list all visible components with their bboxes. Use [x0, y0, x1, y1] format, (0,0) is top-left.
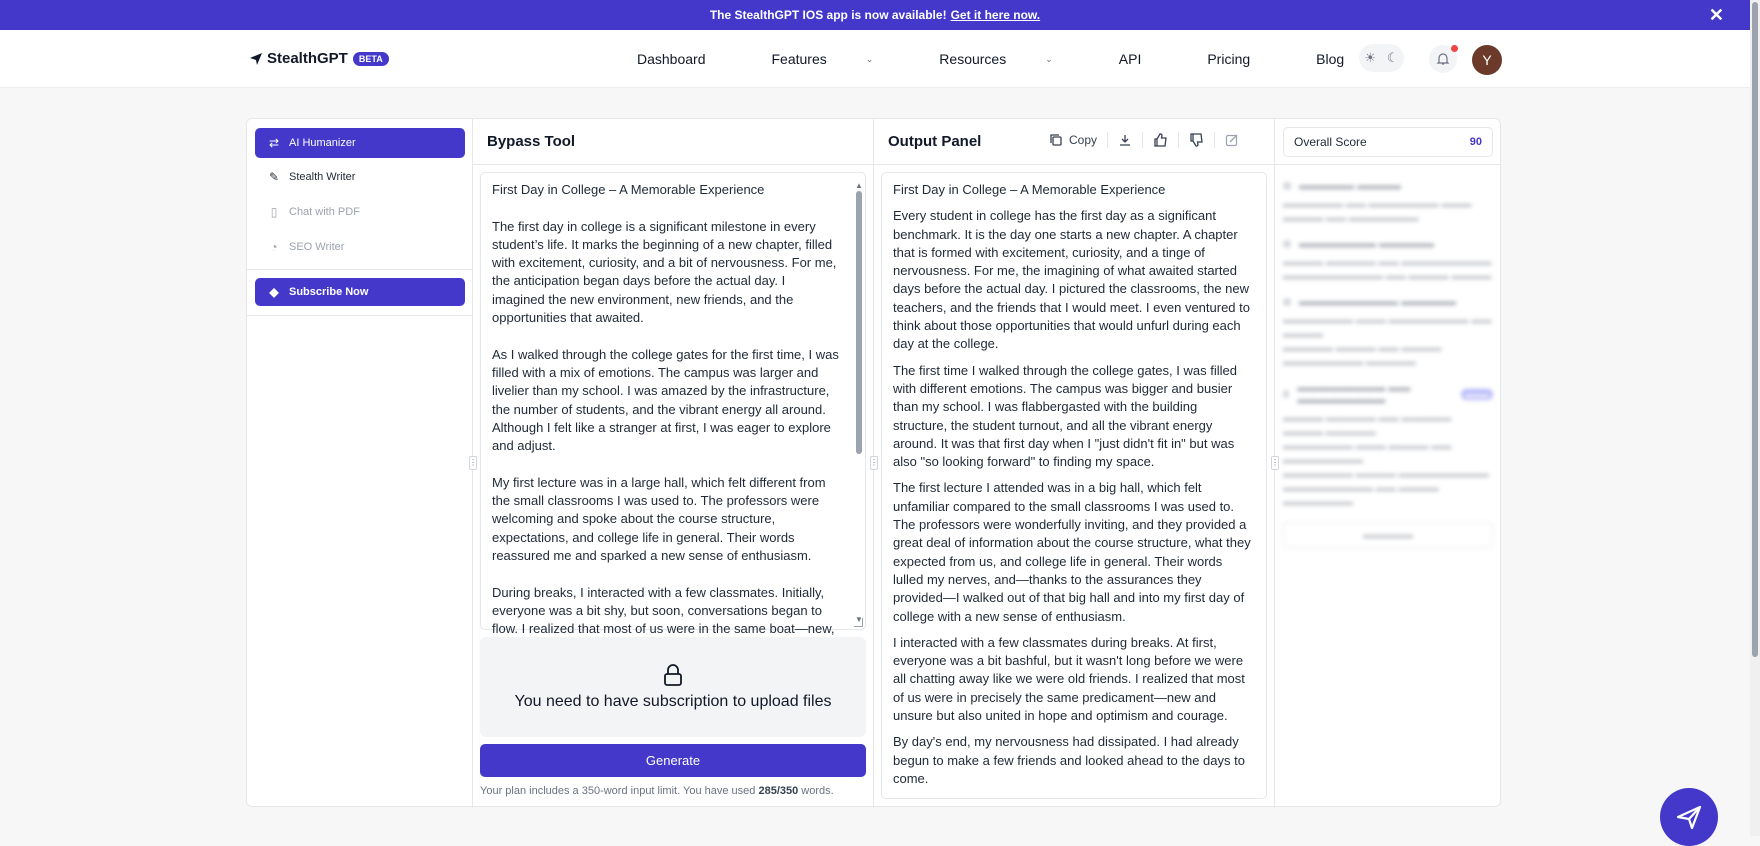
scroll-up-icon[interactable]: ▲ [855, 181, 863, 190]
locked-score-details: ▬▬▬▬▬ ▬▬▬▬ ▬▬▬▬▬▬ ▬▬ ▬▬▬▬▬▬▬ ▬▬▬ ▬▬▬▬ ▬▬ ▬▬▬▬▬▬▬ ▬▬▬▬▬▬▬ ▬▬▬▬▬ ▬▬▬▬ ▬▬▬▬▬ ▬▬ ▬▬▬▬▬▬▬▬▬ ▬▬▬▬▬▬▬▬▬▬ ▬▬ ▬▬▬▬ ▬▬▬▬ ▬▬▬▬▬▬▬▬▬ ▬▬▬▬▬ ▬▬▬▬▬▬▬ ▬▬▬ ▬▬▬▬▬▬▬▬ ▬▬ ▬▬▬▬ ▬▬▬▬▬ ▬▬▬▬ ▬▬ ▬▬▬▬ ▬▬▬▬▬▬▬▬ ▬▬▬▬▬ ▬▬▬▬▬▬▬▬ ▬▬ ▬▬▬▬▬▬▬▬ ▬▬▬ ▬▬▬▬ ▬▬▬▬▬ ▬▬ ▬▬▬▬▬ ▬▬▬▬ ▬▬▬▬▬ ▬▬▬▬▬▬▬ ▬▬▬ ▬▬▬▬ ▬▬ ▬▬▬▬▬▬▬▬ ▬▬▬▬▬▬▬ ▬▬▬▬ ▬▬▬▬▬▬▬▬▬ ▬▬▬▬▬▬▬▬▬ ▬▬ ▬▬▬▬ ▬▬▬▬▬▬▬ ▬▬▬▬▬ [1283, 168, 1493, 548]
score-label: Overall Score [1294, 135, 1367, 149]
edit-icon: ✎ [268, 170, 280, 184]
thumbs-down-button[interactable] [1189, 133, 1204, 147]
sidebar-item-seo-writer[interactable] [255, 232, 465, 262]
copy-icon [1049, 133, 1063, 147]
avatar[interactable]: Y [1472, 45, 1502, 75]
sidebar-item-chat-with-pdf[interactable] [255, 197, 465, 227]
upload-area [480, 637, 866, 737]
resize-handle[interactable]: ⋮ [469, 456, 477, 470]
upload-locked-message: You need to have subscription to upload files [514, 693, 832, 710]
subscribe-label: Subscribe Now [289, 286, 369, 298]
download-icon [1118, 133, 1132, 147]
nav-dashboard[interactable]: Dashboard [637, 51, 706, 67]
input-scrollbar-thumb[interactable] [856, 191, 862, 454]
logo-text: StealthGPT [267, 50, 348, 67]
sidebar-divider [247, 315, 472, 316]
words-used: 285/350 [758, 785, 799, 797]
input-paragraph: During breaks, I interacted with a few classmates. Initially, everyone was a bit shy, but soon, conversations began to flow. I realized that most of us were in the same boat—new, [492, 584, 835, 637]
output-paragraph: The first time I walked through the college gates, I was filled with different emotions. The campus was bigger and busier than my school. I was flabbergasted with the building structure, the student turnout, and all the vibrant energy around. It was that first day when I "just didn't fit in" but was also "so looking forward" to finding my space. [893, 362, 1237, 470]
page-scrollbar-thumb[interactable] [1752, 2, 1758, 657]
nav-pricing[interactable]: Pricing [1207, 51, 1251, 67]
output-paragraph: Every student in college has the first day as a significant benchmark. It is the day one starts a new chapter. A chapter that is formed with excitement, curiosity, and a tinge of nervousness. For me, the imagining of what awaited started days before the actual day. I pictured the classrooms, the new teachers, and the friends that I would meet. I even ventured to think about those opportunities that would unfurl during each day at the college. [893, 208, 1250, 352]
output-paragraph: By day's end, my nervousness had dissipated. I had already begun to make a few friends and looked ahead to the days to come. [893, 734, 1245, 786]
header-divider [473, 164, 1501, 165]
sidebar-divider [247, 269, 472, 270]
logo[interactable] [249, 50, 389, 67]
main-nav [637, 51, 1410, 67]
diamond-icon: ◆ [269, 285, 279, 299]
thumbs-down-icon [1189, 133, 1204, 147]
sun-icon[interactable]: ☀ [1364, 50, 1377, 65]
logo-icon [249, 52, 263, 66]
download-button[interactable] [1118, 133, 1132, 147]
theme-toggle[interactable] [1359, 44, 1404, 72]
toolbar-separator [1142, 132, 1143, 148]
input-textarea[interactable] [480, 172, 866, 637]
sidebar-item-label: Stealth Writer [289, 171, 356, 183]
chevron-down-icon: ⌄ [865, 53, 874, 64]
banner-text: The StealthGPT IOS app is now available! [709, 8, 947, 22]
output-title: Output Panel [888, 133, 982, 150]
nav-blog[interactable]: Blog [1316, 51, 1345, 67]
rss-icon: ◔ [270, 240, 278, 254]
output-text [881, 172, 1267, 799]
nav-resources[interactable]: Resources ⌄ [939, 51, 1053, 67]
page-scrollbar[interactable] [1750, 0, 1760, 836]
sidebar-item-label: SEO Writer [289, 241, 345, 253]
banner-link[interactable]: Get it here now. [950, 8, 1041, 22]
lock-icon [662, 663, 684, 687]
swap-icon: ⇄ [268, 136, 280, 150]
moon-icon[interactable]: ☾ [1386, 50, 1399, 65]
send-icon [1675, 803, 1703, 831]
output-toolbar [1049, 132, 1239, 148]
copy-label: Copy [1069, 133, 1098, 147]
output-paragraph: I interacted with a few classmates during breaks. At first, everyone was a bit bashful, but it wasn't long before we were all chatting away like we were old friends. I realized that most of us were in precisely the same predicament—new and unsure but also united in hope and optimism and courage. [893, 634, 1245, 724]
announcement-banner [0, 0, 1750, 30]
output-paragraph: First Day in College – A Memorable Experience [893, 182, 1166, 197]
input-paragraph: First Day in College – A Memorable Experience [492, 182, 765, 197]
input-paragraph: The first day in college is a significant milestone in every student’s life. It marks the beginning of a new chapter, filled with excitement, curiosity, and a bit of nervousness. For me, the anticipation began days before the actual day. I imagined the new environment, new friends, and the opportunities that awaited. [492, 218, 837, 326]
sidebar-item-label: AI Humanizer [289, 137, 356, 149]
sidebar-item-ai-humanizer[interactable] [255, 128, 465, 158]
top-navbar [0, 30, 1750, 88]
thumbs-up-button[interactable] [1153, 133, 1168, 147]
toolbar-separator [1178, 132, 1179, 148]
close-icon[interactable]: ✕ [1708, 5, 1724, 25]
file-icon: ▯ [270, 205, 278, 219]
input-paragraph: As I walked through the college gates for the first time, I was filled with a mix of emotions. The campus was larger and livelier than my school. I was amazed by the infrastructure, the number of students, and the vibrant energy all around. Although I felt like a stranger at first, I was eager to explore and adjust. [492, 346, 839, 454]
overall-score [1283, 127, 1493, 157]
toolbar-separator [1107, 132, 1108, 148]
scroll-down-icon[interactable]: ▼ [855, 614, 863, 624]
score-value: 90 [1469, 136, 1482, 148]
bell-icon [1437, 53, 1449, 66]
nav-features[interactable]: Features ⌄ [771, 51, 874, 67]
input-paragraph: My first lecture was in a large hall, which felt different from the small classrooms I was used to. The professors were welcoming and spoke about the course structure, expectations, and college life in general. Their words reassured me and sparked a new sense of enthusiasm. [492, 474, 826, 563]
copy-button[interactable] [1049, 133, 1097, 147]
generate-button[interactable]: Generate [480, 744, 866, 777]
bypass-title: Bypass Tool [487, 133, 576, 150]
output-paragraph: The first lecture I attended was in a big hall, which felt unfamiliar compared to the small classrooms I was used to. The professors were wonderfully inviting, and they provided a great deal of information about the course structure, what they expected from us, and college life in general. Their words lulled my nerves, and—thanks to the assurances they provided—I walked out of that big hall and into my first day of college with a new sense of enthusiasm. [893, 480, 1251, 624]
textarea-resize-handle[interactable] [854, 618, 863, 627]
resize-handle[interactable]: ⋮ [870, 456, 878, 470]
thumbs-up-icon [1153, 133, 1168, 147]
edit-icon [1225, 133, 1239, 147]
nav-api[interactable]: API [1118, 51, 1142, 67]
word-limit-note: Your plan includes a 350-word input limit. You have used 285/350 words. [480, 785, 834, 797]
chat-support-button[interactable] [1660, 788, 1718, 846]
beta-badge: BETA [353, 52, 389, 66]
sidebar-item-label: Chat with PDF [289, 206, 360, 218]
resize-handle[interactable]: ⋮ [1271, 456, 1279, 470]
subscribe-button[interactable] [255, 278, 465, 306]
sidebar-item-stealth-writer[interactable] [255, 162, 465, 192]
edit-output-button[interactable] [1225, 133, 1239, 147]
chevron-down-icon: ⌄ [1045, 53, 1053, 64]
toolbar-separator [1214, 132, 1215, 148]
input-scrollbar[interactable] [855, 177, 863, 629]
notification-dot [1451, 45, 1458, 52]
